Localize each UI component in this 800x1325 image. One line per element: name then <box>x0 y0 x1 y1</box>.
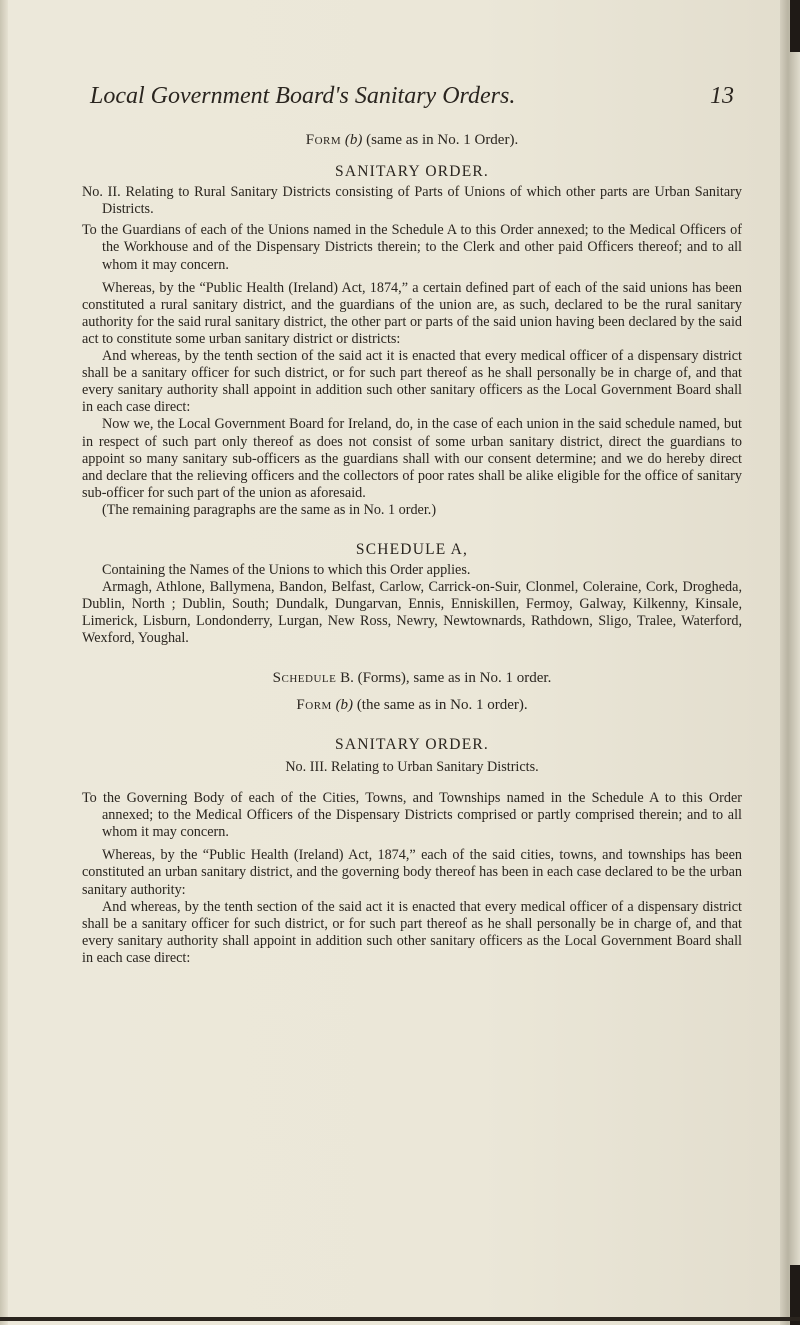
schedule-a-unions-list: Armagh, Athlone, Ballymena, Bandon, Belfast, Carlow, Carrick-on-Suir, Clonmel, Coleraine, Cork, Drogheda, Dublin, North ; Dublin, South; Dundalk, Dungarvan, Ennis, Enniskillen, Fermoy, Galway, Kilkenny, Kinsale, Limerick, Lisburn, Londonderry, Lurgan, New Ross, Newry, Newtownards, Rathdown, Sligo, Tralee, Waterford, Wexford, Youghal. <box>82 579 742 647</box>
and-whereas-paragraph: And whereas, by the tenth section of the said act it is enacted that every medical officer of a dispensary district shall be a sanitary officer for such district, or for such part thereof as he shall personally be in charge of, and that every sanitary authority shall appoint in addition such other sanitary officers as the Local Government Board shall in each case direct: <box>82 348 742 416</box>
page-left-edge <box>0 0 8 1325</box>
now-we-paragraph: Now we, the Local Government Board for Ireland, do, in the case of each union in the said schedule named, but in respect of such part only thereof as does not consist of some urban sanitary district, direct the guardians to appoint so many sanitary sub-officers as the guardians shall with our consent determine; and we do hereby direct and declare that the relieving officers and the collectors of poor rates shall be alike eligible for the office of sanitary sub-officer for such part of the union as aforesaid. <box>82 416 742 501</box>
running-header <box>90 83 734 122</box>
page-gutter-edge <box>780 0 800 1325</box>
whereas-paragraph: Whereas, by the “Public Health (Ireland) Act, 1874,” a certain defined part of each of the said unions has been constituted a rural sanitary district, and the guardians of the union are, as such, declared to be the rural sanitary authority for the said rural sanitary district, the other part or parts of the said union having been declared by the said act to constitute some urban sanitary district or districts: <box>82 279 742 347</box>
form-note: (same as in No. 1 Order). <box>366 132 519 148</box>
sanitary-order-heading-2: SANITARY ORDER. <box>335 735 489 753</box>
binding-mark-top <box>790 0 800 52</box>
form-label-2: Form <box>296 696 332 713</box>
schedule-b-line <box>82 670 742 687</box>
page-bottom-edge <box>0 1317 800 1321</box>
schedule-b-text: B. (Forms), same as in No. 1 order. <box>340 669 552 686</box>
schedule-a-heading: SCHEDULE A, <box>355 540 469 558</box>
schedule-b-label: Schedule <box>272 669 337 686</box>
form-b-line-2 <box>82 697 742 714</box>
form-b-line <box>82 132 742 149</box>
order-no-2-title: No. II. Relating to Rural Sanitary Districts consisting of Parts of Unions of which other parts are Urban Sanitary Districts. <box>82 184 742 218</box>
sanitary-order-heading: SANITARY ORDER. <box>335 163 489 181</box>
and-whereas-paragraph-2: And whereas, by the tenth section of the said act it is enacted that every medical officer of a dispensary district shall be a sanitary officer for such district, or for such part thereof as he shall personally be in charge of, and that every sanitary authority shall appoint in addition such other sanitary officers as the Local Government Board shall in each case direct: <box>82 898 742 966</box>
form-note-2: (the same as in No. 1 order). <box>356 696 528 713</box>
running-title: Local Government Board's Sanitary Orders. <box>90 83 516 109</box>
page-content <box>82 83 742 967</box>
form-label: Form <box>305 132 342 148</box>
whereas-paragraph-2: Whereas, by the “Public Health (Ireland) Act, 1874,” each of the said cities, towns, and townships has been constituted an urban sanitary district, and the governing body thereof has been in each case declared to be the urban sanitary authority: <box>82 847 742 898</box>
form-letter-2: (b) <box>335 696 354 713</box>
order-no-3-address: To the Governing Body of each of the Cities, Towns, and Townships named in the Schedule A to this Order annexed; to the Medical Officers of the Dispensary Districts comprised or partly comprised therein; and to all whom it may concern. <box>82 790 742 841</box>
order-no-2-address: To the Guardians of each of the Unions named in the Schedule A to this Order annexed; to the Medical Officers of the Workhouse and of the Dispensary Districts therein; to the Clerk and other paid Officers thereof; and to all whom it may concern. <box>82 222 742 273</box>
binding-mark-bottom <box>790 1265 800 1325</box>
form-letter: (b) <box>344 132 363 148</box>
schedule-a-containing: Containing the Names of the Unions to which this Order applies. <box>102 562 471 579</box>
remaining-paragraphs-note: (The remaining paragraphs are the same as in No. 1 order.) <box>102 501 437 518</box>
page-number: 13 <box>710 83 734 109</box>
order-no-3-title: No. III. Relating to Urban Sanitary Districts. <box>285 758 539 775</box>
